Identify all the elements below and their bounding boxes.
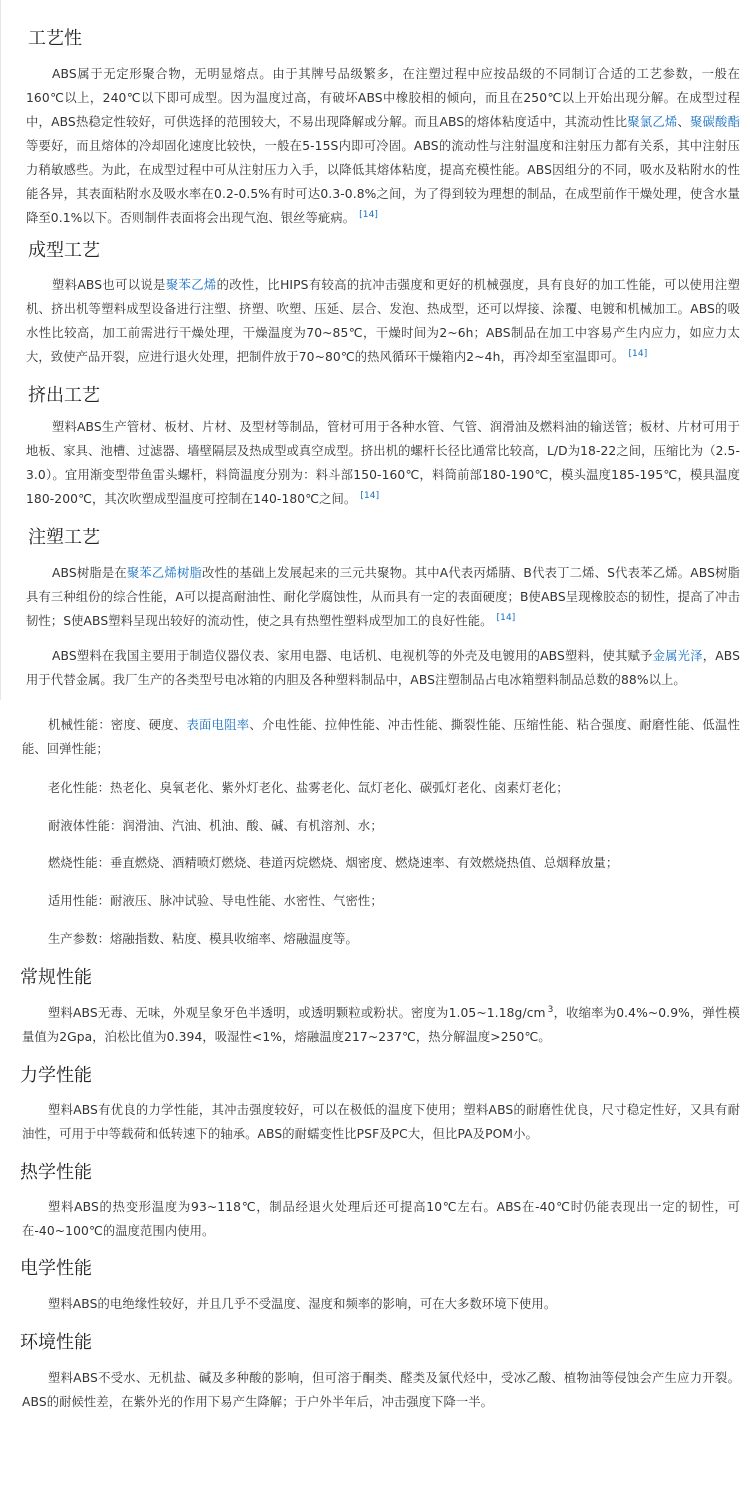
text: ABS属于无定形聚合物，无明显熔点。由于其牌号品级繁多，在注塑过程中应按品级的不同制订合适的工艺参数，一般在160℃以上，240℃以下即可成型。因为温度过高，有破坏ABS中橡胶相的倾向，而且在250℃以上开始出现分解。在成型过程中，ABS热稳定性较好，可供选择的范围较大，不易出现降解或分解。而且ABS的熔体粘度适中，其流动性比 bbox=[26, 67, 740, 129]
paragraph-gongyi bbox=[26, 62, 740, 230]
property-combustion: 燃烧性能：垂直燃烧、酒精喷灯燃烧、巷道丙烷燃烧、烟密度、燃烧速率、有效燃烧热值、总烟释放量； bbox=[48, 856, 619, 870]
section-title-gongyi: 工艺性 bbox=[28, 28, 82, 49]
link-pvc[interactable]: 聚氯乙烯 bbox=[627, 115, 678, 129]
text: 、 bbox=[677, 115, 690, 129]
section-title-lixue: 力学性能 bbox=[20, 1065, 92, 1086]
section-title-jichu: 挤出工艺 bbox=[28, 385, 100, 406]
paragraph-rexue: 塑料ABS的热变形温度为93~118℃，制品经退火处理后还可提高10℃左右。ABS在-40℃时仍能表现出一定的韧性，可在-40~100℃的温度范围内使用。 bbox=[22, 1200, 740, 1238]
text: 塑料ABS生产管材、板材、片材、及型材等制品，管材可用于各种水管、气管、润滑油及燃料油的输送管；板材、片材可用于地板、家具、池槽、过滤器、墙壁隔层及热成型或真空成型。挤出机的螺杆长径比通常比较高，L/D为18-22之间，压缩比为（2.5-3.0）。宜用渐变型带鱼雷头螺杆，料筒温度分别为：料斗部150-160℃，料筒前部180-190℃，模头温度185-195℃，模具温度180-200℃，其次吹塑成型温度可控制在140-180℃之间。 bbox=[26, 420, 740, 506]
text: 机械性能：密度、硬度、 bbox=[48, 718, 187, 732]
paragraph-changgui bbox=[22, 1001, 740, 1049]
text: 改性的基础上发展起来的三元共聚物。其中A代表丙烯腈、B代表丁二烯、S代表苯乙烯。ABS树脂具有三种组份的综合性能，A可以提高耐油性、耐化学腐蚀性，从而具有一定的表面硬度；B使ABS呈现橡胶态的韧性，提高了冲击韧性；S使ABS塑料呈现出较好的流动性，使之具有热塑性塑料成型加工的良好性能。 bbox=[26, 566, 740, 628]
reference-link[interactable]: [14] bbox=[496, 613, 516, 623]
reference-link[interactable]: [14] bbox=[628, 349, 648, 359]
paragraph-lixue: 塑料ABS有优良的力学性能，其冲击强度较好，可以在极低的温度下使用；塑料ABS的耐磨性优良，尺寸稳定性好，又具有耐油性，可用于中等载荷和低转速下的轴承。ABS的耐蠕变性比PSF及PC大，但比PA及POM小。 bbox=[22, 1103, 740, 1141]
paragraph-huanjing: 塑料ABS不受水、无机盐、碱及多种酸的影响，但可溶于酮类、醛类及氯代烃中，受冰乙酸、植物油等侵蚀会产生应力开裂。ABS的耐候性差，在紫外光的作用下易产生降解；于户外半年后，冲击强度下降一半。 bbox=[22, 1371, 740, 1409]
property-aging: 老化性能：热老化、臭氧老化、紫外灯老化、盐雾老化、氙灯老化、碳弧灯老化、卤素灯老化； bbox=[48, 781, 569, 795]
section-title-changgui: 常规性能 bbox=[20, 967, 92, 988]
text: 的改性，比HIPS有较高的抗冲击强度和更好的机械强度，具有良好的加工性能，可以使用注塑机、挤出机等塑料成型设备进行注塑、挤塑、吹塑、压延、层合、发泡、热成型，还可以焊接、涂覆、电镀和机械加工。ABS的吸水性比较高，加工前需进行干燥处理，干燥温度为70~85℃，干燥时间为2~6h；ABS制品在加工中容易产生内应力，如应力太大，致使产品开裂，应进行退火处理，把制件放于70~80℃的热风循环干燥箱内2~4h，再冷却至室温即可。 bbox=[26, 278, 740, 364]
section-title-huanjing: 环境性能 bbox=[20, 1332, 92, 1353]
text: ，收缩率为0.4%~0.9%，弹性模量值为2Gpa，泊松比值为0.394，吸湿性<1%，熔融温度217~237℃，热分解温度>250℃。 bbox=[22, 1006, 740, 1044]
section-title-rexue: 热学性能 bbox=[20, 1162, 92, 1183]
text: 、介电性能、拉伸性能、冲击性能、撕裂性能、压缩性能、粘合强度、耐磨性能、低温性能、回弹性能； bbox=[22, 718, 740, 756]
property-mechanical bbox=[22, 713, 740, 761]
text: ABS树脂是在 bbox=[52, 566, 127, 580]
section-title-chengxing: 成型工艺 bbox=[28, 240, 100, 261]
paragraph-zhusu-2 bbox=[26, 644, 740, 692]
reference-link[interactable]: [14] bbox=[360, 491, 380, 501]
text: 塑料ABS也可以说是 bbox=[52, 278, 166, 292]
paragraph-chengxing bbox=[26, 273, 740, 369]
link-surface-resistivity[interactable]: 表面电阻率 bbox=[186, 718, 250, 732]
property-liquid-resistance: 耐液体性能：润滑油、汽油、机油、酸、碱、有机溶剂、水； bbox=[48, 819, 383, 833]
section-title-dianxue: 电学性能 bbox=[20, 1258, 92, 1279]
link-polystyrene-resin[interactable]: 聚苯乙烯树脂 bbox=[126, 566, 202, 580]
link-metallic-luster[interactable]: 金属光泽 bbox=[652, 649, 703, 663]
paragraph-dianxue: 塑料ABS的电绝缘性较好，并且几乎不受温度、湿度和频率的影响，可在大多数环境下使用。 bbox=[48, 1297, 557, 1311]
text: 塑料ABS无毒、无味，外观呈象牙色半透明，或透明颗粒或粉状。密度为1.05~1.18g/cm bbox=[48, 1006, 546, 1020]
link-pc[interactable]: 聚碳酸酯 bbox=[689, 115, 740, 129]
link-polystyrene[interactable]: 聚苯乙烯 bbox=[165, 278, 217, 292]
property-applicability: 适用性能：耐液压、脉冲试验、导电性能、水密性、气密性； bbox=[48, 894, 383, 908]
text: ，ABS用于代替金属。我厂生产的各类型号电冰箱的内胆及各种塑料制品中，ABS注塑制品占电冰箱塑料制品总数的88%以上。 bbox=[26, 649, 740, 687]
section-title-zhusu: 注塑工艺 bbox=[28, 527, 100, 548]
paragraph-jichu bbox=[26, 415, 740, 511]
paragraph-zhusu-1 bbox=[26, 561, 740, 633]
superscript: 3 bbox=[547, 1005, 554, 1015]
text: ABS塑料在我国主要用于制造仪器仪表、家用电器、电话机、电视机等的外壳及电镀用的ABS塑料，使其赋予 bbox=[52, 649, 653, 663]
text: 等要好，而且熔体的冷却固化速度比较快，一般在5-15S内即可冷固。ABS的流动性与注射温度和注射压力都有关系，其中注射压力稍敏感些。为此，在成型过程中可从注射压力入手，以降低其熔体粘度，提高充模性能。ABS因组分的不同，吸水及粘附水的性能各异，其表面粘附水及吸水率在0.2-0.5%有时可达0.3-0.8%之间，为了得到较为理想的制品，在成型前作干燥处理，使含水量降至0.1%以下。否则制件表面将会出现气泡、银丝等疵病。 bbox=[26, 139, 740, 225]
property-production-params: 生产参数：熔融指数、粘度、模具收缩率、熔融温度等。 bbox=[48, 932, 358, 946]
reference-link[interactable]: [14] bbox=[359, 210, 379, 220]
